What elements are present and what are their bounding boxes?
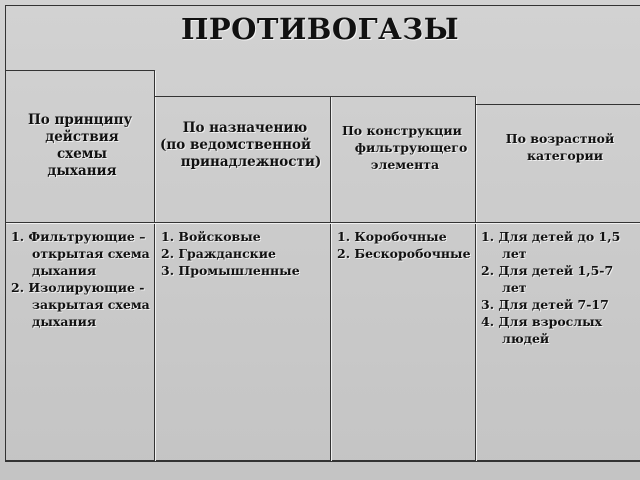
divider <box>5 70 6 462</box>
list-item: 2. Гражданские <box>161 246 276 261</box>
header-line: действия <box>45 129 119 145</box>
header-purpose <box>160 120 330 171</box>
header-line: По назначению <box>182 120 308 136</box>
header-line: (по ведомственной <box>160 137 312 153</box>
header-line: дыхания <box>47 163 117 179</box>
list-item: 1. Коробочные <box>337 229 447 244</box>
header-line: По возрастной <box>505 131 615 146</box>
list-item-line: лет <box>502 246 527 261</box>
header-line: По конструкции <box>342 123 462 138</box>
list-item-line: 4. Для взрослых <box>481 314 603 329</box>
list-item-line: 3. Для детей 7-17 <box>481 297 609 312</box>
list-item-line: 2. Для детей 1,5-7 <box>481 263 614 278</box>
header-line: фильтрующего <box>354 140 468 155</box>
list-item-line: дыхания <box>32 314 97 329</box>
column-construction-list <box>337 228 475 262</box>
list-item-line: закрытая схема <box>32 297 150 312</box>
header-line: элемента <box>370 157 440 172</box>
list-item <box>481 313 639 347</box>
list-item <box>481 296 639 313</box>
list-item-line: 2. Изолирующие - <box>11 280 145 295</box>
column-purpose-list <box>161 228 329 279</box>
list-item-line: людей <box>502 331 550 346</box>
header-breathing-principle <box>12 112 152 180</box>
list-item-line: 1. Для детей до 1,5 <box>481 229 621 244</box>
header-line: схемы <box>56 146 108 162</box>
list-item <box>11 228 153 279</box>
list-item-line: 1. Фильтрующие – <box>11 229 146 244</box>
header-line: По принципу <box>28 112 133 128</box>
list-item-line: открытая схема <box>32 246 150 261</box>
column-breathing-list <box>11 228 153 330</box>
list-item <box>481 262 639 296</box>
header-age <box>482 130 638 164</box>
list-item <box>481 228 639 262</box>
list-item: 3. Промышленные <box>161 263 300 278</box>
header-line: категории <box>526 148 604 163</box>
header-line: принадлежности) <box>180 154 322 170</box>
list-item-line: лет <box>502 280 527 295</box>
header-construction <box>336 122 474 173</box>
column-age-list <box>481 228 639 347</box>
table-title: ПРОТИВОГАЗЫ <box>180 12 460 46</box>
list-item-line: дыхания <box>32 263 97 278</box>
list-item <box>11 279 153 330</box>
list-item: 1. Войсковые <box>161 229 261 244</box>
list-item: 2. Бескоробочные <box>337 246 471 261</box>
